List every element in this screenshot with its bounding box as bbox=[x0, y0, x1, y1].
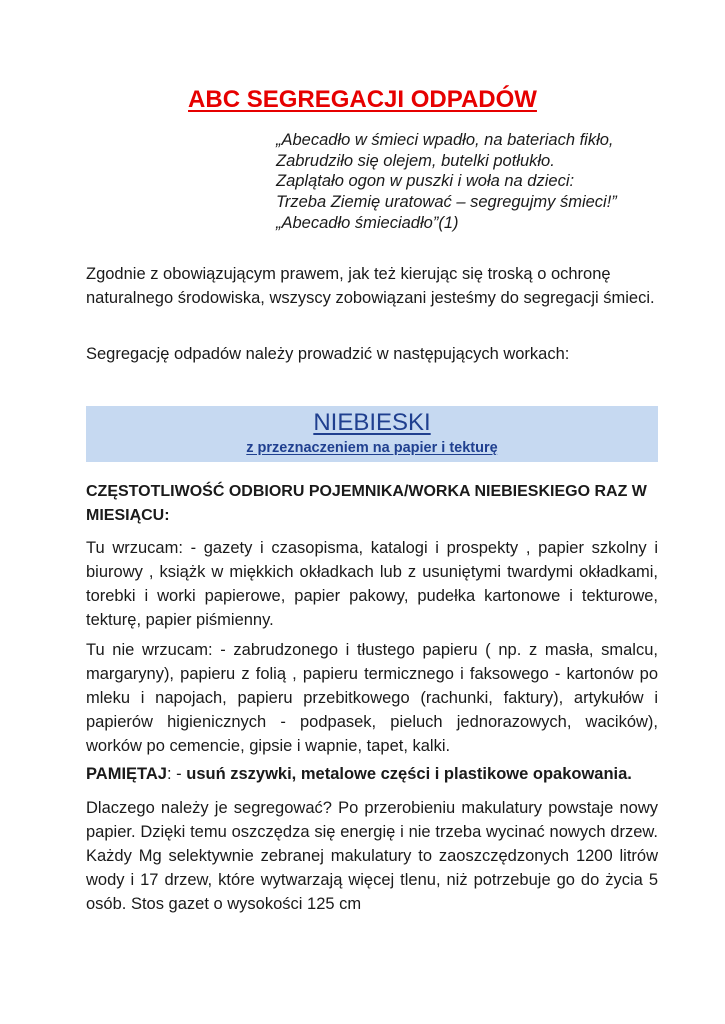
intro-paragraph: Zgodnie z obowiązującym prawem, jak też kierując się troską o ochronę naturalnego środowiska, wszyscy zobowiązani jesteśmy do segregacji śmieci. bbox=[86, 265, 655, 307]
bags-intro-paragraph: Segregację odpadów należy prowadzić w następujących workach: bbox=[86, 345, 570, 363]
poem-line: „Abecadło śmieciadło”(1) bbox=[276, 213, 459, 232]
remember-paragraph bbox=[86, 762, 658, 786]
banner-subtitle: z przeznaczeniem na papier i tekturę bbox=[246, 440, 498, 456]
banner-title: NIEBIESKI bbox=[313, 409, 431, 436]
poem-line: Zabrudziło się olejem, butelki potłukło. bbox=[276, 151, 555, 170]
poem-quote bbox=[276, 130, 676, 234]
document-title: ABC SEGREGACJI ODPADÓW bbox=[188, 86, 537, 113]
why-paragraph: Dlaczego należy je segregować? Po przerobieniu makulatury powstaje nowy papier. Dzięki temu oszczędza się energię i nie trzeba wycinać nowych drzew. Każdy Mg selektywnie zebranej makulatury to zaoszczędzonych 1200 litrów wody i 17 drzew, które wytwarzają więcej tlenu, niż potrzebuje go do życia 5 osób. Stos gazet o wysokości 125 cm bbox=[86, 799, 658, 913]
remember-separator: : - bbox=[166, 765, 187, 783]
blue-bag-banner bbox=[86, 406, 658, 462]
remember-label: PAMIĘTAJ bbox=[86, 765, 167, 783]
remember-text: usuń zszywki, metalowe części i plastikowe opakowania. bbox=[186, 765, 632, 783]
allowed-items-paragraph: Tu wrzucam: - gazety i czasopisma, katalogi i prospekty , papier szkolny i biurowy , książk w miękkich okładkach lub z usuniętymi twardymi okładkami, torebki i worki papierowe, papier pakowy, pudełka kartonowe i tekturowe, tekturę, papier piśmienny. bbox=[86, 539, 658, 629]
poem-line: „Abecadło w śmieci wpadło, na bateriach fikło, bbox=[276, 131, 614, 149]
frequency-heading: CZĘSTOTLIWOŚĆ ODBIORU POJEMNIKA/WORKA NIEBIESKIEGO RAZ W MIESIĄCU: bbox=[86, 483, 647, 524]
poem-line: Trzeba Ziemię uratować – segregujmy śmieci!” bbox=[276, 193, 617, 212]
not-allowed-items-paragraph: Tu nie wrzucam: - zabrudzonego i tłustego papieru ( np. z masła, smalcu, margaryny), papieru z folią , papieru termicznego i faksowego - kartonów po mleku i napojach, papieru przebitkowego (rachunki, faktury), artykułów i papierów higienicznych - podpasek, pieluch jednorazowych, wacików), worków po cemencie, gipsie i wapnie, tapet, kalki. bbox=[86, 641, 658, 755]
poem-line: Zaplątało ogon w puszki i woła na dzieci: bbox=[276, 172, 575, 191]
